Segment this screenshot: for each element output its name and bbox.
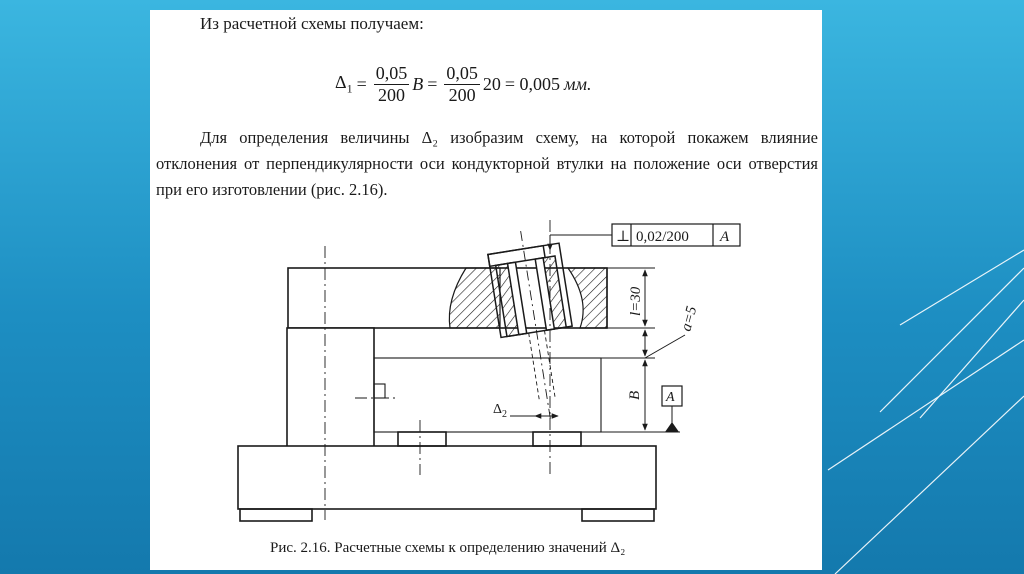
dimension-B: B bbox=[627, 390, 643, 400]
formula-result: = 0,005 bbox=[504, 73, 561, 94]
datum-symbol bbox=[662, 386, 682, 432]
formula-multiplier: 20 bbox=[482, 73, 501, 94]
formula-variable: B bbox=[412, 73, 424, 94]
formula-eq2: = bbox=[427, 73, 438, 94]
tolerance-symbol: ⊥ bbox=[616, 229, 631, 245]
dimension-l: l=30 bbox=[628, 286, 644, 316]
delta-label: $\Delta_2$ bbox=[493, 402, 508, 420]
fraction-1-numerator: 0,05 bbox=[375, 62, 408, 83]
fraction-1-denominator: 200 bbox=[377, 84, 405, 105]
fraction-2-denominator: 200 bbox=[448, 84, 476, 105]
formula-eq1: = bbox=[356, 73, 367, 94]
body-paragraph: Для определения величины Δ₂ изобразим схему, на которой покажем влияние отклонения от перпендикулярности оси кондукторной втулки на положение оси отверстия при его изготовлении (рис. 2.16). bbox=[156, 128, 818, 199]
formula-unit: мм. bbox=[564, 73, 592, 94]
dimension-a: a=5 bbox=[678, 304, 701, 334]
intro-text: Из расчетной схемы получаем: bbox=[200, 14, 424, 33]
formula-lhs: $\Delta_1$ bbox=[335, 71, 353, 96]
document-page bbox=[150, 10, 822, 570]
tolerance-value: 0,02/200 bbox=[636, 229, 689, 245]
fraction-2-numerator: 0,05 bbox=[446, 62, 478, 83]
datum-label: A bbox=[666, 390, 675, 405]
tolerance-frame bbox=[550, 224, 740, 250]
figure-caption: Рис. 2.16. Расчетные схемы к определению значений Δ₂ bbox=[270, 540, 626, 556]
tolerance-datum: A bbox=[720, 229, 730, 245]
technical-drawing bbox=[150, 10, 822, 535]
